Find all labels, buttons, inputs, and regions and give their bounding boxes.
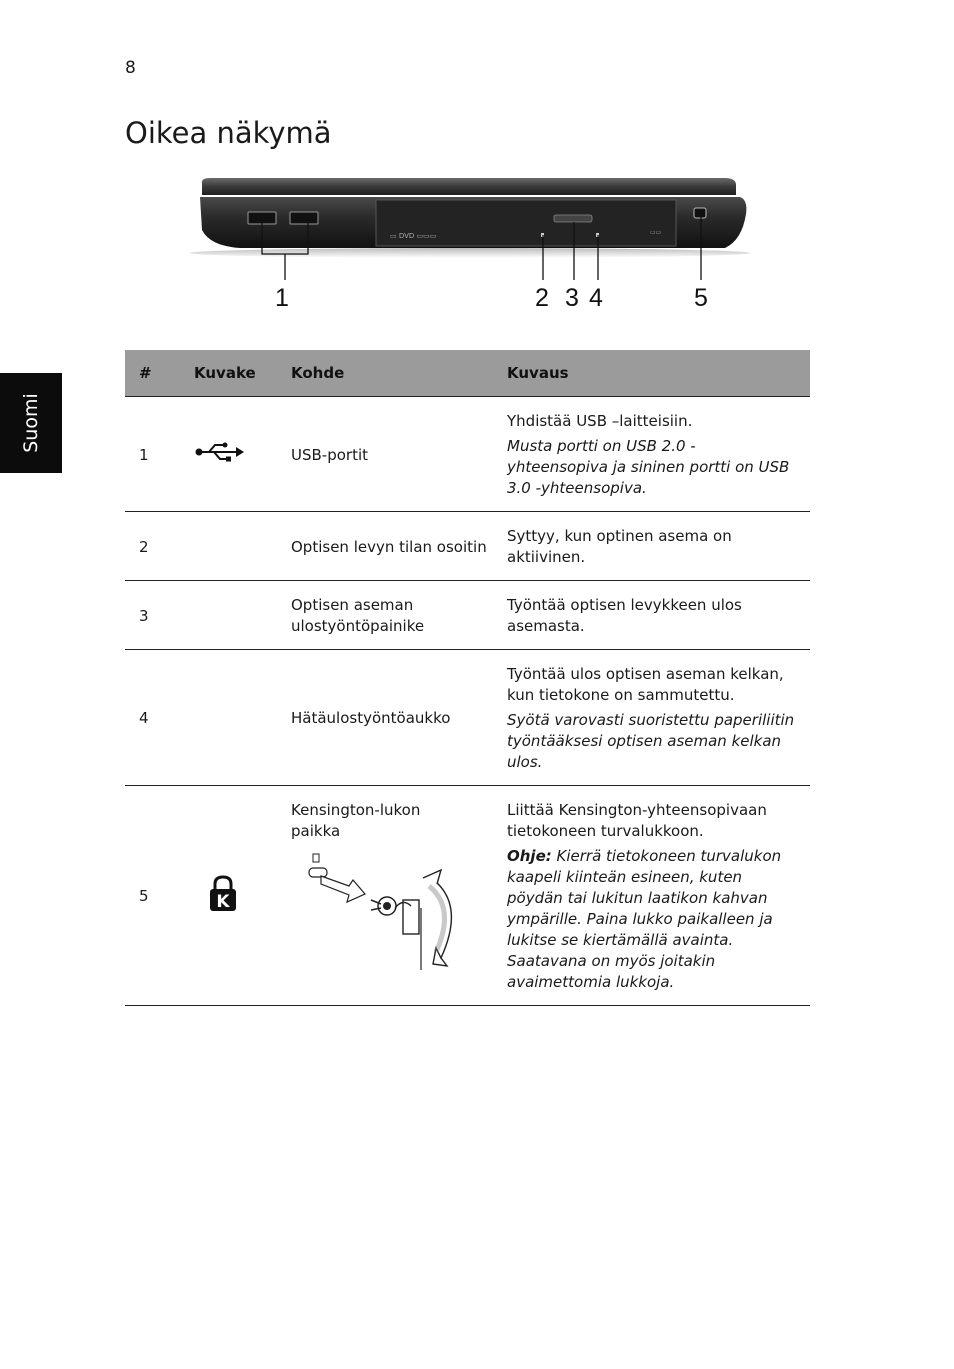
usb-icon [194, 441, 244, 463]
svg-text:K: K [216, 891, 230, 912]
row-note: Kierrä tietokoneen turvalukon kaapeli kiinteän esineen, kuten pöydän tai lukitun laatikon kahvan ympärille. Paina lukko paikalleen ja lukitse se kiertämällä avainta. Saatavana on myös joitakin avaimettomia lukkoja. [507, 847, 782, 991]
ports-table [125, 350, 810, 1006]
row-num: 5 [125, 786, 194, 1006]
kensington-lock-icon [208, 875, 238, 913]
table-row [125, 650, 810, 786]
kensington-lock-diagram [291, 848, 466, 973]
row-desc-cell [507, 786, 810, 1006]
page-title: Oikea näkymä [125, 116, 332, 150]
row-item: Optisen aseman ulostyöntöpainike [291, 581, 507, 650]
language-tab [0, 373, 62, 473]
row-note: Syötä varovasti suoristettu paperiliitin työntääksesi optisen aseman kelkan ulos. [507, 711, 795, 771]
row-item: Optisen levyn tilan osoitin [291, 512, 507, 581]
row-desc: Yhdistää USB –laitteisiin. [507, 412, 693, 430]
usb-port-2 [290, 212, 318, 224]
row-item: USB-portit [291, 397, 507, 512]
row-note-label: Ohje: [507, 847, 552, 865]
row-icon-cell [194, 786, 291, 1006]
row-item: Kensington-lukon paikka [291, 801, 421, 840]
header-num: # [125, 350, 194, 397]
table-row [125, 786, 810, 1006]
callout-1: 1 [275, 284, 289, 312]
callout-5: 5 [694, 284, 708, 312]
row-num: 1 [125, 397, 194, 512]
cd-logo: ▭▭ [650, 229, 662, 236]
dvd-logo: ▭ DVD ▭▭▭ [390, 232, 437, 240]
row-desc-cell [507, 512, 810, 581]
header-desc: Kuvaus [507, 350, 810, 397]
language-tab-label: Suomi [20, 393, 42, 453]
eject-button [554, 215, 592, 222]
row-desc-cell [507, 650, 810, 786]
row-item: Hätäulostyöntöaukko [291, 650, 507, 786]
laptop-lid [202, 178, 736, 195]
floor-shadow [190, 248, 750, 258]
page-number: 8 [125, 58, 136, 78]
row-num: 3 [125, 581, 194, 650]
callout-4: 4 [589, 284, 603, 312]
table-row [125, 397, 810, 512]
row-icon-cell [194, 581, 291, 650]
laptop-right-side-illustration [180, 170, 760, 320]
row-icon-cell [194, 397, 291, 512]
table-row [125, 512, 810, 581]
table-row [125, 581, 810, 650]
row-desc: Työntää optisen levykkeen ulos asemasta. [507, 596, 742, 635]
header-icon: Kuvake [194, 350, 291, 397]
callout-3: 3 [565, 284, 579, 312]
row-icon-cell [194, 512, 291, 581]
row-note: Musta portti on USB 2.0 -yhteensopiva ja sininen portti on USB 3.0 -yhteensopiva. [507, 437, 790, 497]
callout-2: 2 [535, 284, 549, 312]
kensington-slot [694, 208, 706, 218]
row-num: 4 [125, 650, 194, 786]
row-desc: Liittää Kensington-yhteensopivaan tietokoneen turvalukkoon. [507, 801, 767, 840]
row-desc: Syttyy, kun optinen asema on aktiivinen. [507, 527, 732, 566]
row-note-paragraph [507, 846, 796, 993]
row-num: 2 [125, 512, 194, 581]
row-desc: Työntää ulos optisen aseman kelkan, kun tietokone on sammutettu. [507, 665, 784, 704]
table-header-row [125, 350, 810, 397]
row-desc-cell [507, 397, 810, 512]
row-item-cell [291, 786, 507, 1006]
row-icon-cell [194, 650, 291, 786]
row-desc-cell [507, 581, 810, 650]
header-item: Kohde [291, 350, 507, 397]
